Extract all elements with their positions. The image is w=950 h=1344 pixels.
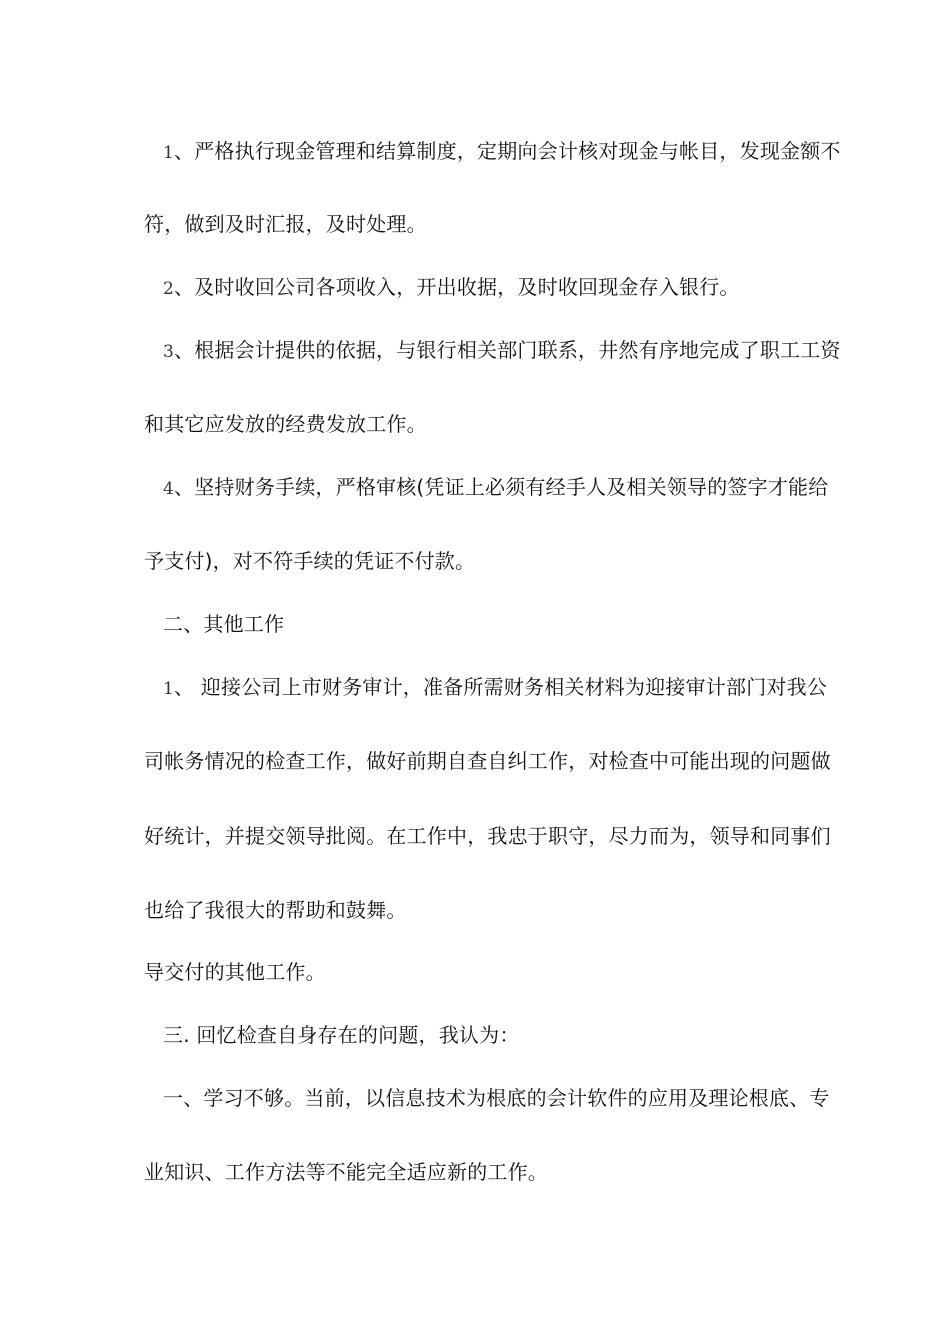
list-number: 1: [163, 143, 175, 163]
line-text: 、根据会计提供的依据，与银行相关部门联系，井然有序地完成了职工工资: [174, 338, 841, 362]
list-number: 1: [163, 679, 175, 699]
paragraph-line: 好统计，并提交领导批阅。在工作中，我忠于职守，尽力而为，领导和同事们: [144, 824, 831, 848]
paragraph-line: [163, 275, 740, 301]
paragraph-line: [163, 139, 841, 165]
line-text: 、严格执行现金管理和结算制度，定期向会计核对现金与帐目，发现金额不: [174, 139, 841, 163]
paragraph-line: 一、学习不够。当前，以信息技术为根底的会计软件的应用及理论根底、专: [163, 1086, 830, 1110]
section-heading: 二、其他工作: [163, 612, 285, 636]
list-number: 2: [163, 279, 175, 299]
paragraph-line: 也给了我很大的帮助和鼓舞。: [144, 898, 407, 922]
list-number: 3: [163, 342, 175, 362]
line-text: 、及时收回公司各项收入，开出收据，及时收回现金存入银行。: [174, 275, 740, 299]
section-heading: 三. 回忆检查自身存在的问题，我认为：: [163, 1023, 520, 1047]
paragraph-line: [163, 475, 828, 501]
paragraph-line: 和其它应发放的经费发放工作。: [144, 412, 427, 436]
paragraph-line: [163, 338, 841, 364]
line-text: 、 迎接公司上市财务审计，准备所需财务相关材料为迎接审计部门对我公: [174, 675, 827, 699]
paragraph-line: 业知识、工作方法等不能完全适应新的工作。: [144, 1160, 548, 1184]
paragraph-line: [163, 675, 827, 701]
paragraph-line: 导交付的其他工作。: [144, 960, 326, 984]
paragraph-line: 予支付)，对不符手续的凭证不付款。: [144, 549, 476, 573]
paragraph-line: 符，做到及时汇报，及时处理。: [144, 212, 427, 236]
line-text: 、坚持财务手续，严格审核(凭证上必须有经手人及相关领导的签字才能给: [174, 475, 829, 499]
list-number: 4: [163, 479, 175, 499]
paragraph-line: 司帐务情况的检查工作，做好前期自查自纠工作，对检查中可能出现的问题做: [144, 749, 831, 773]
